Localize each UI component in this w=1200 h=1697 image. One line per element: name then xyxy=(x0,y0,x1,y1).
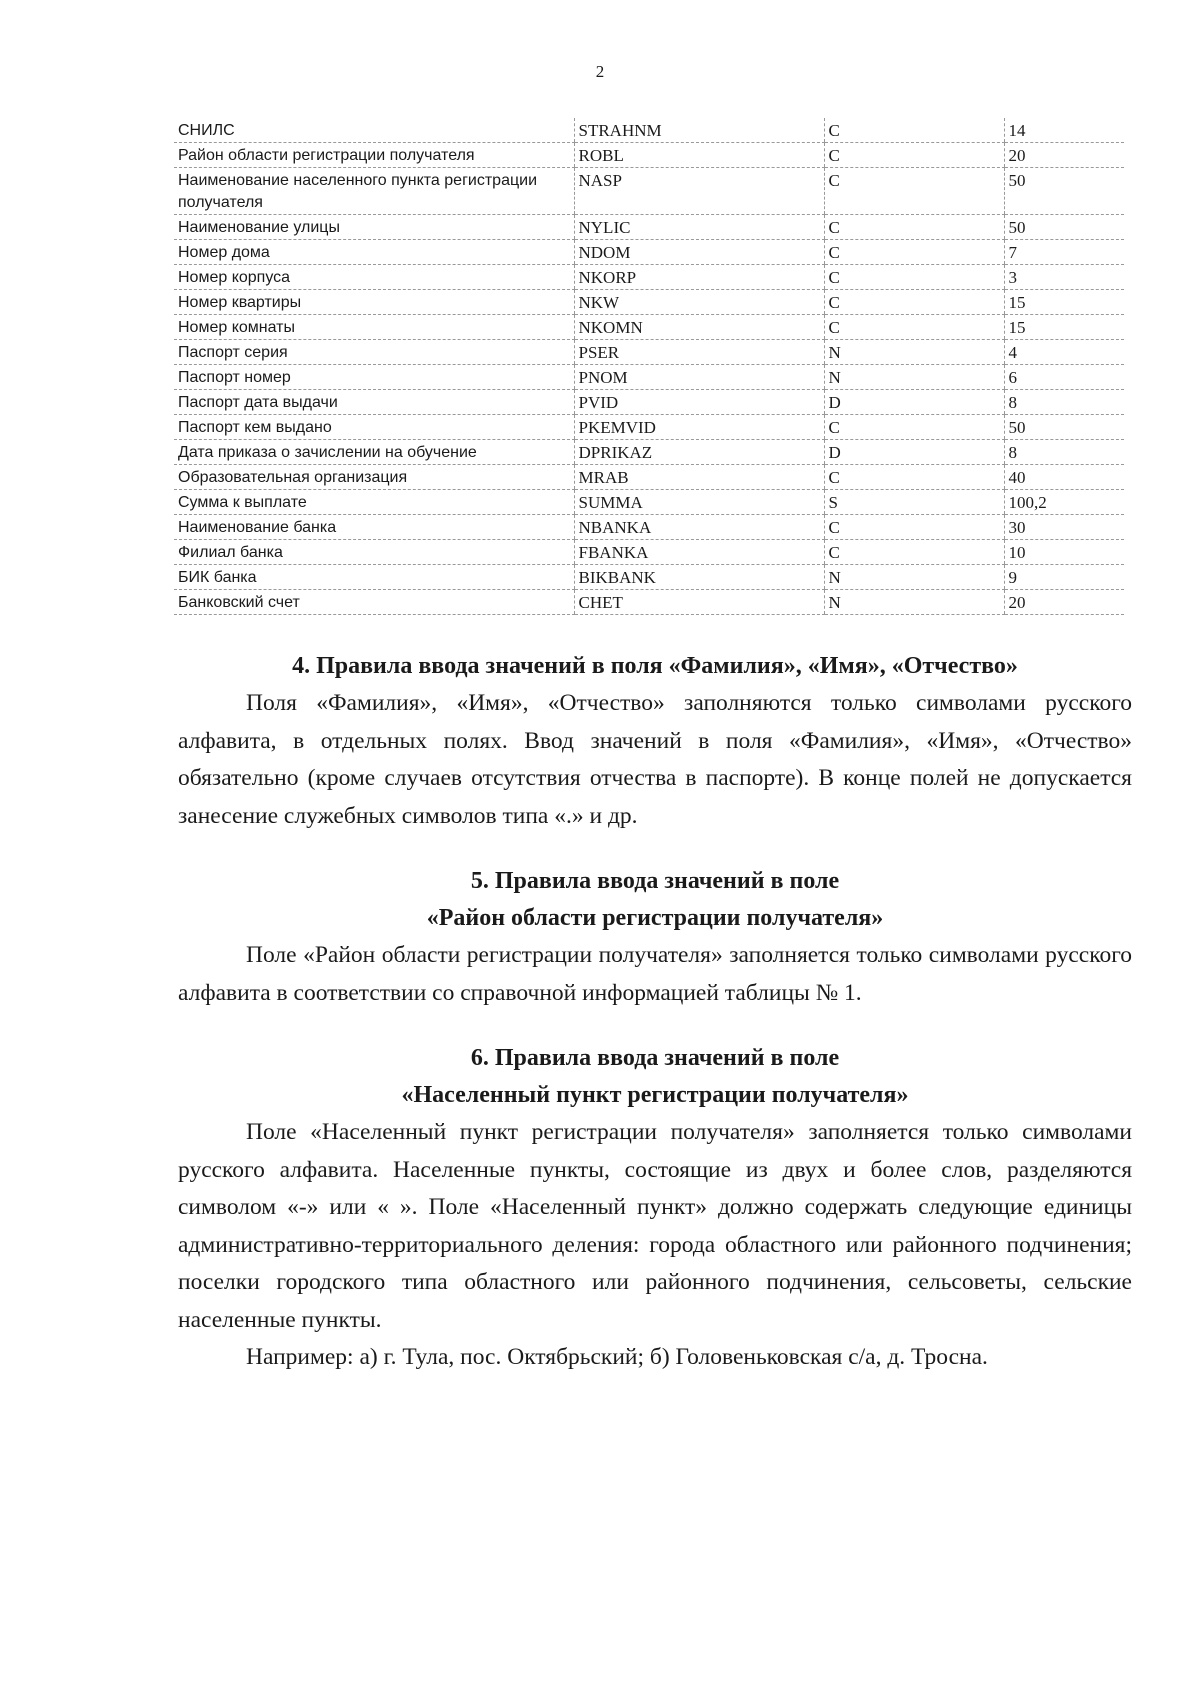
table-row xyxy=(174,340,1124,365)
table-row xyxy=(174,490,1124,515)
field-type-cell: N xyxy=(824,565,1004,590)
field-name-cell: Номер корпуса xyxy=(174,265,574,290)
fields-table-body xyxy=(174,118,1124,615)
table-row xyxy=(174,290,1124,315)
field-type-cell: C xyxy=(824,315,1004,340)
field-length-cell: 10 xyxy=(1004,540,1124,565)
table-row xyxy=(174,590,1124,615)
field-code-cell: CHET xyxy=(574,590,824,615)
field-code-cell: DPRIKAZ xyxy=(574,440,824,465)
field-type-cell: C xyxy=(824,540,1004,565)
field-name-cell: Наименование населенного пункта регистрации получателя xyxy=(174,168,574,215)
field-name-cell: Наименование улицы xyxy=(174,215,574,240)
field-type-cell: D xyxy=(824,390,1004,415)
field-name-cell: Номер дома xyxy=(174,240,574,265)
field-type-cell: D xyxy=(824,440,1004,465)
field-name-cell: Образовательная организация xyxy=(174,465,574,490)
section-5-heading-line-1: 5. Правила ввода значений в поле xyxy=(470,868,840,894)
field-length-cell: 8 xyxy=(1004,440,1124,465)
table-row xyxy=(174,215,1124,240)
field-length-cell: 4 xyxy=(1004,340,1124,365)
field-length-cell: 50 xyxy=(1004,168,1124,215)
field-code-cell: MRAB xyxy=(574,465,824,490)
field-length-cell: 8 xyxy=(1004,390,1124,415)
document-body xyxy=(178,648,1132,1377)
field-code-cell: PKEMVID xyxy=(574,415,824,440)
field-length-cell: 50 xyxy=(1004,415,1124,440)
page-number: 2 xyxy=(595,62,605,81)
field-type-cell: N xyxy=(824,590,1004,615)
field-name-cell: Район области регистрации получателя xyxy=(174,143,574,168)
field-type-cell: C xyxy=(824,168,1004,215)
field-length-cell: 30 xyxy=(1004,515,1124,540)
field-name-cell: Номер комнаты xyxy=(174,315,574,340)
field-length-cell: 15 xyxy=(1004,315,1124,340)
field-type-cell: N xyxy=(824,365,1004,390)
table-row xyxy=(174,168,1124,215)
section-4-text: Поля «Фамилия», «Имя», «Отчество» заполняются только символами русского алфавита, в отдельных полях. Ввод значений в поля «Фамилия», «Имя», «Отчество» обязательно (кроме случаев отсутствия отчества в паспорте). В конце полей не допускается занесение служебных символов типа «.» и др. xyxy=(178,690,1132,829)
field-code-cell: STRAHNM xyxy=(574,118,824,143)
table-row xyxy=(174,265,1124,290)
table-row xyxy=(174,315,1124,340)
field-name-cell: Паспорт дата выдачи xyxy=(174,390,574,415)
field-name-cell: Паспорт серия xyxy=(174,340,574,365)
field-type-cell: S xyxy=(824,490,1004,515)
field-code-cell: NBANKA xyxy=(574,515,824,540)
field-type-cell: C xyxy=(824,143,1004,168)
field-code-cell: NASP xyxy=(574,168,824,215)
field-length-cell: 40 xyxy=(1004,465,1124,490)
table-row xyxy=(174,365,1124,390)
field-code-cell: NKW xyxy=(574,290,824,315)
field-code-cell: SUMMA xyxy=(574,490,824,515)
field-length-cell: 6 xyxy=(1004,365,1124,390)
field-name-cell: Номер квартиры xyxy=(174,290,574,315)
field-code-cell: BIKBANK xyxy=(574,565,824,590)
table-row xyxy=(174,143,1124,168)
section-6-text: Поле «Населенный пункт регистрации получателя» заполняется только символами русского алфавита. Населенные пункты, состоящие из двух и более слов, разделяются символом «-» или « ». Поле «Населенный пункт» должно содержать следующие единицы административно-территориального деления: города областного или районного подчинения; поселки городского типа областного или районного подчинения, сельсоветы, сельские населенные пункты. xyxy=(178,1119,1132,1333)
field-length-cell: 20 xyxy=(1004,143,1124,168)
field-name-cell: СНИЛС xyxy=(174,118,574,143)
field-name-cell: Дата приказа о зачислении на обучение xyxy=(174,440,574,465)
field-code-cell: PVID xyxy=(574,390,824,415)
section-5-heading-line-2: «Район области регистрации получателя» xyxy=(426,905,884,931)
field-length-cell: 14 xyxy=(1004,118,1124,143)
table-row xyxy=(174,240,1124,265)
field-code-cell: PSER xyxy=(574,340,824,365)
field-name-cell: Паспорт номер xyxy=(174,365,574,390)
field-code-cell: PNOM xyxy=(574,365,824,390)
field-type-cell: C xyxy=(824,265,1004,290)
field-code-cell: FBANKA xyxy=(574,540,824,565)
field-code-cell: ROBL xyxy=(574,143,824,168)
field-length-cell: 20 xyxy=(1004,590,1124,615)
table-row xyxy=(174,118,1124,143)
table-row xyxy=(174,415,1124,440)
field-name-cell: Сумма к выплате xyxy=(174,490,574,515)
section-6-example: Например: а) г. Тула, пос. Октябрьский; б) Головеньковская с/а, д. Тросна. xyxy=(246,1344,988,1370)
section-6-heading-line-2: «Населенный пункт регистрации получателя» xyxy=(401,1082,909,1108)
section-6-heading-line-1: 6. Правила ввода значений в поле xyxy=(470,1045,840,1071)
fields-table xyxy=(174,118,1124,615)
table-row xyxy=(174,465,1124,490)
table-row xyxy=(174,515,1124,540)
field-name-cell: Наименование банка xyxy=(174,515,574,540)
field-name-cell: Банковский счет xyxy=(174,590,574,615)
field-length-cell: 9 xyxy=(1004,565,1124,590)
table-row xyxy=(174,390,1124,415)
field-length-cell: 7 xyxy=(1004,240,1124,265)
field-type-cell: C xyxy=(824,465,1004,490)
fields-table-container xyxy=(174,118,1124,615)
field-name-cell: БИК банка xyxy=(174,565,574,590)
field-type-cell: C xyxy=(824,290,1004,315)
table-row xyxy=(174,440,1124,465)
field-type-cell: C xyxy=(824,215,1004,240)
table-row xyxy=(174,565,1124,590)
field-code-cell: NKORP xyxy=(574,265,824,290)
field-type-cell: C xyxy=(824,118,1004,143)
section-4-heading: 4. Правила ввода значений в поля «Фамилия», «Имя», «Отчество» xyxy=(292,653,1018,679)
field-name-cell: Филиал банка xyxy=(174,540,574,565)
field-length-cell: 100,2 xyxy=(1004,490,1124,515)
field-code-cell: NDOM xyxy=(574,240,824,265)
field-length-cell: 3 xyxy=(1004,265,1124,290)
field-type-cell: C xyxy=(824,415,1004,440)
field-length-cell: 15 xyxy=(1004,290,1124,315)
field-code-cell: NYLIC xyxy=(574,215,824,240)
field-type-cell: C xyxy=(824,240,1004,265)
table-row xyxy=(174,540,1124,565)
field-name-cell: Паспорт кем выдано xyxy=(174,415,574,440)
section-5-text: Поле «Район области регистрации получателя» заполняется только символами русского алфавита в соответствии со справочной информацией таблицы № 1. xyxy=(178,942,1132,1006)
field-type-cell: N xyxy=(824,340,1004,365)
field-code-cell: NKOMN xyxy=(574,315,824,340)
field-length-cell: 50 xyxy=(1004,215,1124,240)
field-type-cell: C xyxy=(824,515,1004,540)
